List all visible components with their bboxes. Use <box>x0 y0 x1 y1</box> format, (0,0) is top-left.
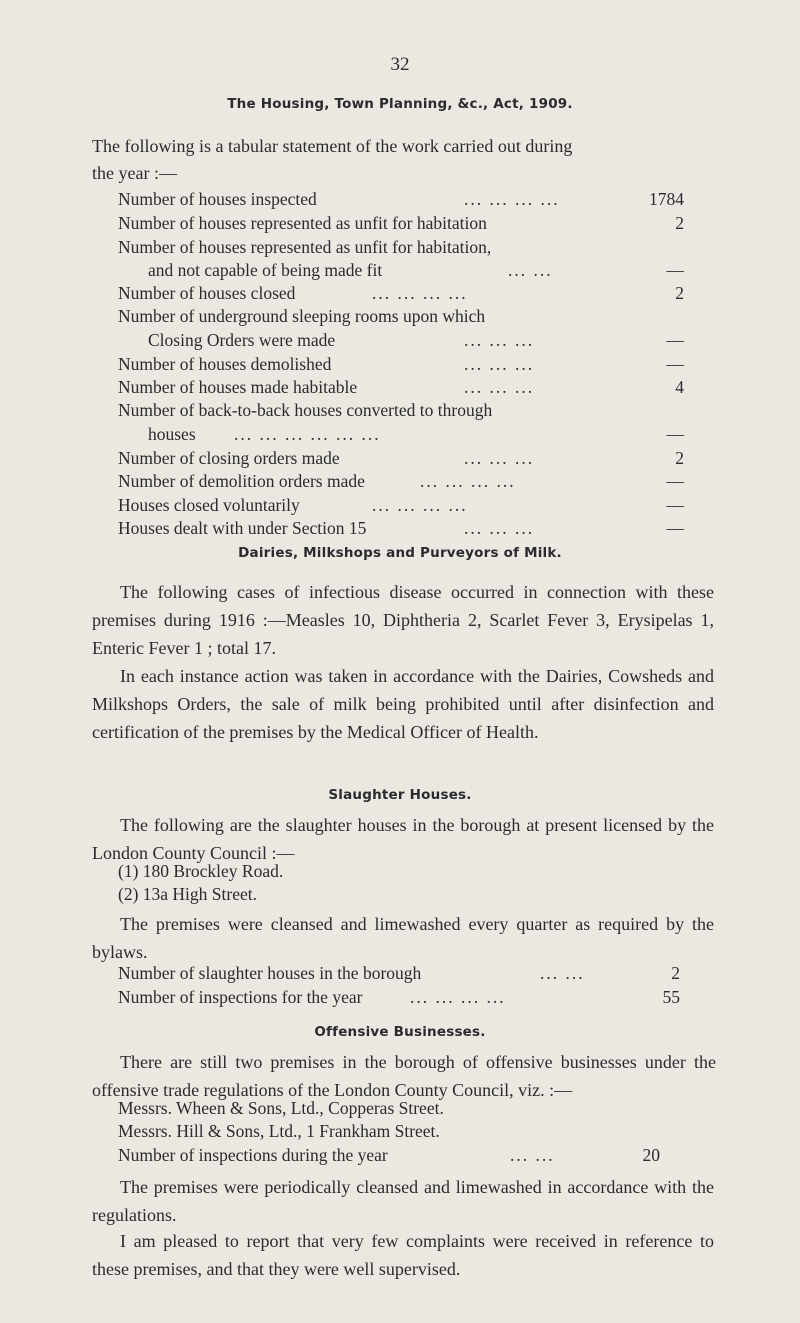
leader-dots: ... ... <box>510 1145 555 1165</box>
housing-row-label: houses <box>148 424 196 444</box>
housing-row-value: 2 <box>675 283 684 303</box>
housing-row-label: Number of houses made habitable <box>118 377 358 397</box>
slaughter-row-value: 55 <box>662 987 680 1007</box>
housing-row-value: — <box>666 495 684 515</box>
housing-row-value: — <box>666 354 684 374</box>
leader-dots: ... ... <box>508 260 553 280</box>
housing-row-label: Number of closing orders made <box>118 448 340 468</box>
housing-heading: The Housing, Town Planning, &c., Act, 1909. <box>227 96 573 112</box>
paragraph-text: I am pleased to report that very few complaints were received in reference to these premises, and that they were well supervised. <box>92 1231 714 1279</box>
housing-row-value: — <box>666 424 684 444</box>
offensive-paragraph-2 <box>92 1173 714 1229</box>
housing-row-value: 2 <box>675 448 684 468</box>
leader-dots: ... ... ... <box>464 518 535 538</box>
housing-row-label: Closing Orders were made <box>148 330 336 350</box>
slaughter-row-label: Number of inspections for the year <box>118 987 363 1007</box>
slaughter-item-1: (1) 180 Brockley Road. <box>118 861 284 881</box>
housing-row-label: Houses closed voluntarily <box>118 495 300 515</box>
housing-row-value: — <box>666 330 684 350</box>
housing-row-label: and not capable of being made fit <box>148 260 383 280</box>
leader-dots: ... ... ... ... <box>372 495 468 515</box>
leader-dots: ... ... ... ... <box>372 283 468 303</box>
leader-dots: ... ... ... <box>464 377 535 397</box>
leader-dots: ... ... ... ... <box>420 471 516 491</box>
offensive-item-2: Messrs. Hill & Sons, Ltd., 1 Frankham Street. <box>118 1121 440 1141</box>
paragraph-text: The following cases of infectious disease occurred in connection with these premises during 1916 :—Measles 10, Diphtheria 2, Scarlet Fever 3, Erysipelas 1, Enteric Fever 1 ; total 17. <box>92 582 714 658</box>
paragraph-text: There are still two premises in the borough of offensive businesses under the offensive trade regulations of the London County Council, viz. :— <box>92 1052 716 1100</box>
leader-dots: ... ... ... ... <box>410 987 506 1007</box>
housing-row-value: — <box>666 260 684 280</box>
housing-row-label: Number of houses represented as unfit for habitation, <box>118 237 492 257</box>
paragraph-text: In each instance action was taken in accordance with the Dairies, Cowsheds and Milkshops Orders, the sale of milk being prohibited until after disinfection and certification of the premises by the Medical Officer of Health. <box>92 666 714 742</box>
housing-row-value: 4 <box>675 377 684 397</box>
housing-row-label: Number of back-to-back houses converted to through <box>118 400 493 420</box>
paragraph-text: The following are the slaughter houses in the borough at present licensed by the London County Council :— <box>92 815 714 863</box>
housing-intro-line-1: The following is a tabular statement of the work carried out during <box>92 136 573 156</box>
housing-row-value: — <box>666 471 684 491</box>
housing-row-value: 2 <box>675 213 684 233</box>
slaughter-paragraph-2 <box>92 910 714 966</box>
slaughter-row-label: Number of slaughter houses in the borough <box>118 963 422 983</box>
housing-row-label: Houses dealt with under Section 15 <box>118 518 367 538</box>
leader-dots: ... ... ... <box>464 448 535 468</box>
leader-dots: ... ... ... <box>464 330 535 350</box>
offensive-item-1: Messrs. Wheen & Sons, Ltd., Copperas Street. <box>118 1098 444 1118</box>
page-number: 32 <box>390 54 410 75</box>
slaughter-item-2: (2) 13a High Street. <box>118 884 257 904</box>
housing-row-label: Number of underground sleeping rooms upon which <box>118 306 486 326</box>
housing-intro-line-2: the year :— <box>92 163 177 183</box>
slaughter-heading: Slaughter Houses. <box>328 787 472 803</box>
paragraph-text: The premises were periodically cleansed and limewashed in accordance with the regulations. <box>92 1177 714 1225</box>
leader-dots: ... ... ... <box>464 354 535 374</box>
leader-dots: ... ... ... ... <box>464 189 560 209</box>
housing-row-value: — <box>666 518 684 538</box>
dairies-paragraph-1 <box>92 578 714 662</box>
housing-row-value: 1784 <box>649 189 684 209</box>
housing-row-label: Number of demolition orders made <box>118 471 365 491</box>
offensive-row-value: 20 <box>642 1145 660 1165</box>
offensive-heading: Offensive Businesses. <box>314 1024 486 1040</box>
slaughter-paragraph-1 <box>92 811 714 867</box>
offensive-paragraph-1 <box>92 1048 716 1104</box>
housing-row-label: Number of houses demolished <box>118 354 332 374</box>
offensive-paragraph-3 <box>92 1227 714 1283</box>
slaughter-row-value: 2 <box>671 963 680 983</box>
housing-row-label: Number of houses closed <box>118 283 296 303</box>
leader-dots: ... ... ... ... ... ... <box>234 424 381 444</box>
dairies-paragraph-2 <box>92 662 714 746</box>
leader-dots: ... ... <box>540 963 585 983</box>
dairies-heading: Dairies, Milkshops and Purveyors of Milk. <box>238 545 562 561</box>
paragraph-text: The premises were cleansed and limewashed every quarter as required by the bylaws. <box>92 914 714 962</box>
housing-row-label: Number of houses represented as unfit for habitation <box>118 213 487 233</box>
housing-row-label: Number of houses inspected <box>118 189 317 209</box>
offensive-row-label: Number of inspections during the year <box>118 1145 388 1165</box>
